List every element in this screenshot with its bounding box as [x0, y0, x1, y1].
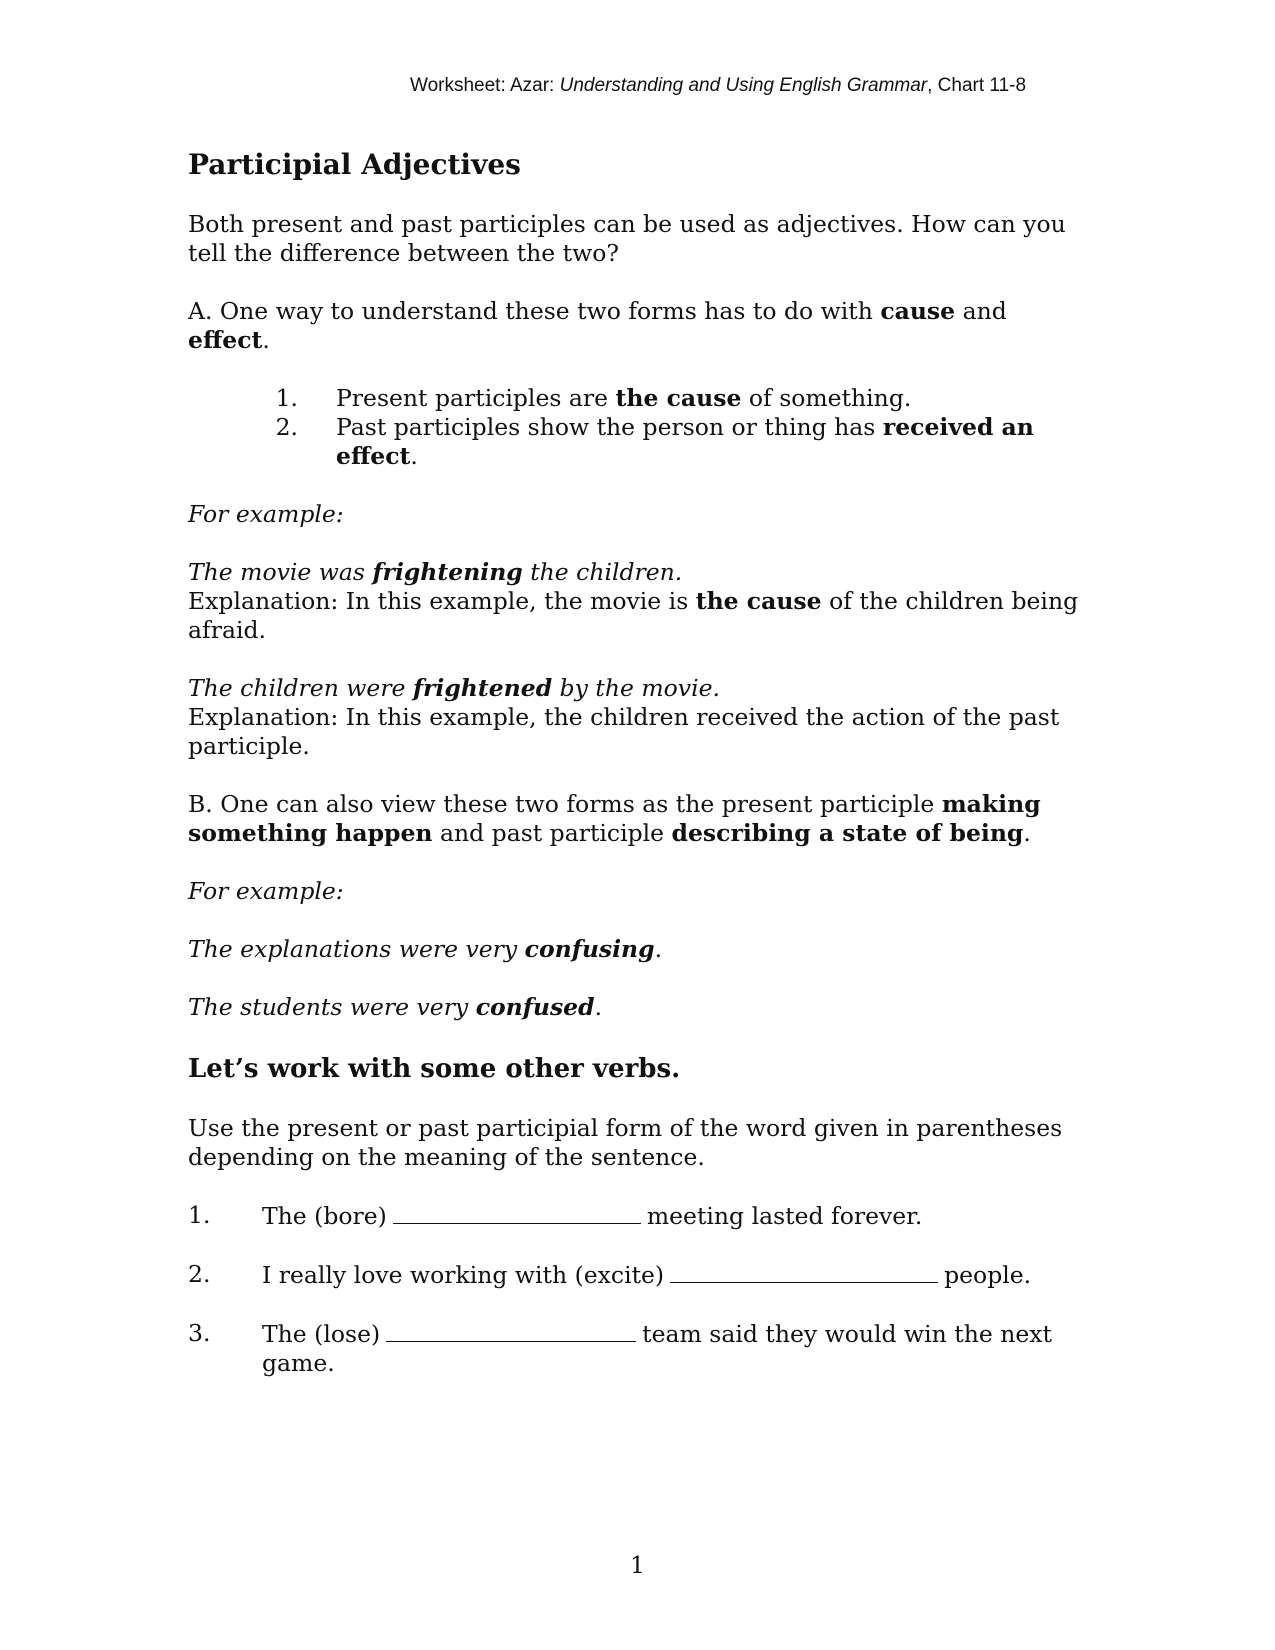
cause-effect-list	[188, 384, 1088, 471]
intro-paragraph: Both present and past participles can be used as adjectives. How can you tell the difference between the two?	[188, 210, 1066, 267]
exercise-number: 1.	[188, 1201, 211, 1229]
list-item-text	[336, 413, 1088, 471]
page-title: Participial Adjectives	[188, 148, 521, 181]
section-a-text-3: .	[262, 326, 270, 354]
list-item-number: 1.	[275, 384, 298, 412]
answer-blank[interactable]	[670, 1260, 938, 1283]
exercise-pre: I really love working with (excite)	[262, 1261, 665, 1289]
exercise-post: meeting lasted forever.	[646, 1202, 923, 1230]
example-pre: The children were	[188, 674, 413, 702]
section-a-text-1: A. One way to understand these two forms has to do with	[188, 297, 881, 325]
answer-blank[interactable]	[386, 1319, 636, 1342]
list-item-pre: Present participles are	[336, 384, 616, 412]
exercise-text	[262, 1319, 1088, 1378]
section-a-text-2: and	[955, 297, 1007, 325]
list-item	[258, 384, 1088, 413]
example-post: by the movie.	[552, 674, 720, 702]
example-frightened	[188, 674, 1088, 761]
example-sentence	[188, 935, 655, 963]
for-example-label	[188, 877, 1088, 906]
example-bold: confused	[475, 993, 595, 1021]
example-sentence	[188, 674, 720, 702]
explanation-post: of the children being afraid.	[188, 587, 1079, 644]
exercise-number: 3.	[188, 1319, 211, 1347]
for-example-text: For example:	[188, 500, 344, 528]
exercise-pre: The (bore)	[262, 1202, 387, 1230]
section-a-bold-effect: effect	[188, 326, 263, 354]
for-example-text: For example:	[188, 877, 344, 905]
example-sentence	[188, 993, 595, 1021]
worksheet-body	[188, 148, 1088, 1407]
list-item-bold: received an effect	[336, 413, 1034, 470]
exercise-pre: The (lose)	[262, 1320, 381, 1348]
header-suffix: , Chart 11-8	[927, 75, 1027, 96]
exercise-post: team said they would win the next game.	[262, 1320, 1052, 1377]
section-b-paragraph	[188, 790, 1088, 848]
exercise-number: 2.	[188, 1260, 211, 1288]
page-number: 1	[630, 1553, 645, 1579]
section-a-bold-cause: cause	[880, 297, 956, 325]
example-pre: The movie was	[188, 558, 373, 586]
example-post: .	[654, 935, 663, 963]
list-item-number: 2.	[275, 413, 298, 441]
example-pre: The explanations were very	[188, 935, 525, 963]
example-confused	[188, 993, 1088, 1022]
section-b-bold-2: describing a state of being	[671, 819, 1024, 847]
exercise-item	[188, 1319, 1088, 1378]
example-frightening	[188, 558, 1088, 645]
explanation-bold: the cause	[695, 587, 822, 615]
section-b-text-3: .	[1023, 819, 1031, 847]
list-item-bold: the cause	[615, 384, 742, 412]
list-item-pre: Past participles show the person or thing has	[336, 413, 883, 441]
list-item-post: .	[410, 442, 418, 470]
example-post: the children.	[522, 558, 683, 586]
list-item-text	[336, 384, 1088, 413]
answer-blank[interactable]	[393, 1201, 641, 1224]
section-b-bold-1: making something happen	[188, 790, 1041, 847]
for-example-label	[188, 500, 1088, 529]
section-b-text-1: B. One can also view these two forms as the present participle	[188, 790, 942, 818]
header-book-title: Understanding and Using English Grammar	[559, 75, 928, 96]
exercise-text	[262, 1260, 1088, 1290]
exercise-text	[262, 1201, 1088, 1231]
list-item-post: of something.	[741, 384, 912, 412]
explanation-pre: Explanation: In this example, the movie is	[188, 587, 696, 615]
header-prefix: Worksheet: Azar:	[410, 75, 560, 96]
example-post: .	[594, 993, 603, 1021]
exercise-item	[188, 1260, 1088, 1290]
example-bold: confusing	[524, 935, 655, 963]
list-item	[258, 413, 1088, 471]
instructions-paragraph: Use the present or past participial form of the word given in parentheses depending on the meaning of the sentence.	[188, 1114, 1063, 1171]
exercise-post: people.	[944, 1261, 1032, 1289]
exercise-item	[188, 1201, 1088, 1231]
example-pre: The students were very	[188, 993, 476, 1021]
section-heading: Let’s work with some other verbs.	[188, 1054, 681, 1084]
example-bold: frightened	[412, 674, 553, 702]
section-a-paragraph	[188, 297, 1088, 355]
example-bold: frightening	[372, 558, 523, 586]
example-confusing	[188, 935, 1088, 964]
section-b-text-2: and past participle	[432, 819, 672, 847]
example-sentence	[188, 558, 682, 586]
running-header	[410, 74, 1110, 98]
explanation-text: Explanation: In this example, the children received the action of the past participle.	[188, 703, 1060, 760]
